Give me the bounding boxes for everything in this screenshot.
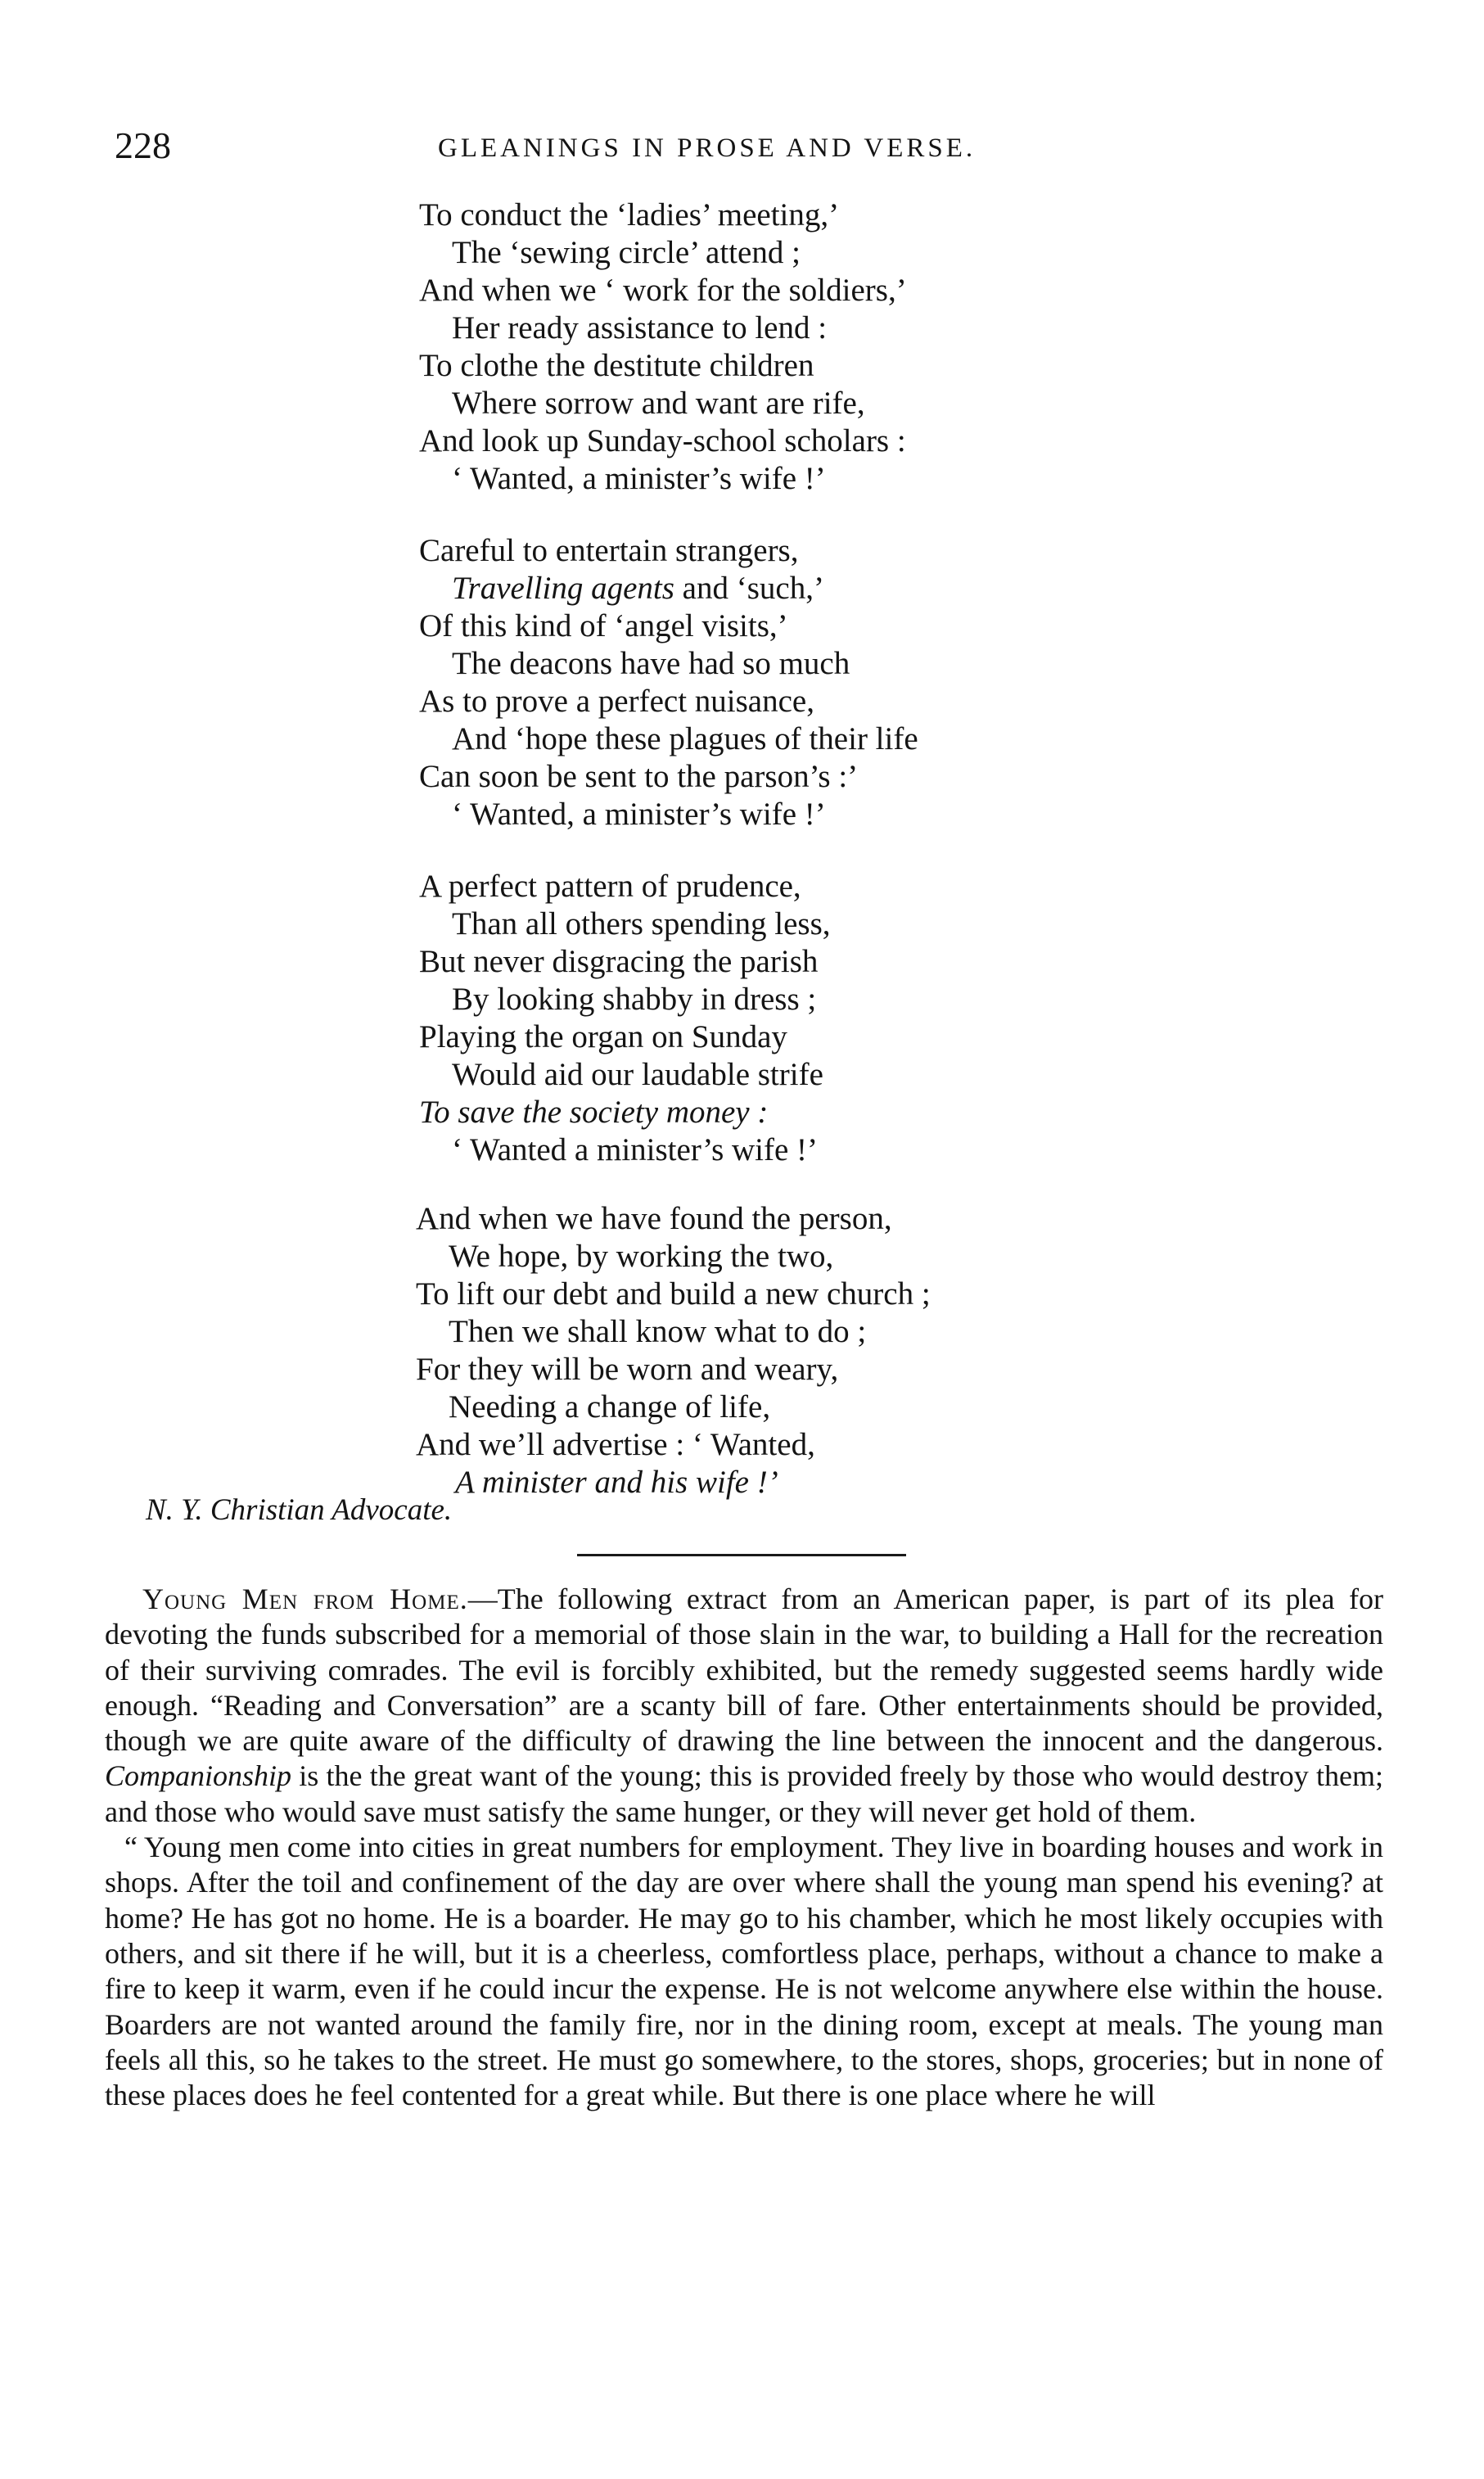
page-number: 228	[115, 124, 171, 166]
verse-line: A perfect pattern of prudence,	[419, 869, 801, 904]
verse-line: For they will be worn and weary,	[416, 1352, 839, 1387]
verse-line: ‘ Wanted, a minister’s wife !’	[452, 461, 826, 496]
running-title: GLEANINGS IN PROSE AND VERSE.	[438, 133, 977, 163]
running-header	[115, 123, 1375, 172]
poem-attribution: N. Y. Christian Advocate.	[146, 1493, 453, 1527]
verse-line: Her ready assistance to lend :	[452, 310, 828, 345]
article-text: is the the great want of the young; this is provided freely by those who would destroy them; and those who would save must satisfy the same hunger, or they will never get hold of them.	[105, 1759, 1383, 1828]
verse-line: ‘ Wanted a minister’s wife !’	[452, 1132, 819, 1167]
verse-line: Needing a change of life,	[449, 1389, 771, 1425]
article-paragraph	[105, 1582, 1383, 1830]
article-text: —The following extract from an American paper, is part of its plea for devoting the funds subscribed for a memorial of those slain in the war, to building a Hall for the recreation of their surviving comrades. The evil is forcibly exhibited, but the remedy suggested seems hardly wide enough. “Reading and Conversation” are a scanty bill of fare. Other entertainments should be provided, though we are quite aware of the difficulty of drawing the line between the innocent and the dangerous.	[105, 1583, 1383, 1758]
article-emphasis: Companionship	[105, 1759, 292, 1793]
verse-line: Would aid our laudable strife	[452, 1057, 823, 1092]
verse-line: And look up Sunday-school scholars :	[419, 423, 906, 458]
verse-line: As to prove a perfect nuisance,	[419, 684, 814, 719]
verse-line: To conduct the ‘ladies’ meeting,’	[419, 197, 840, 233]
article-heading: Young Men from Home.	[142, 1583, 468, 1615]
verse-line	[452, 570, 824, 607]
verse-line: Playing the organ on Sunday	[419, 1019, 787, 1054]
verse-line: And ‘hope these plagues of their life	[452, 721, 918, 756]
verse-line: And when we have found the person,	[416, 1201, 892, 1236]
verse-line: And we’ll advertise : ‘ Wanted,	[416, 1427, 815, 1462]
article	[105, 1582, 1383, 2113]
verse-line: We hope, by working the two,	[449, 1239, 834, 1274]
verse-line: To clothe the destitute children	[419, 348, 814, 383]
verse-line: ‘ Wanted, a minister’s wife !’	[452, 797, 826, 832]
verse-line: But never disgracing the parish	[419, 944, 819, 979]
article-paragraph: “ Young men come into cities in great numbers for employment. They live in boarding houses and work in shops. After the toil and confinement of the day are over where shall the young man spend his evening? at home? He has got no home. He is a boarder. He may go to his chamber, which he most likely occupies with others, and sit there if he will, but it is a cheerless, comfortless place, perhaps, without a chance to make a fire to keep it warm, even if he could incur the expense. He is not welcome anywhere else within the house. Boarders are not wanted around the family fire, nor in the dining room, except at meals. The young man feels all this, so he takes to the street. He must go somewhere, to the stores, shops, groceries; but in none of these places does he feel contented for a great while. But there is one place where he will	[105, 1831, 1383, 2112]
verse-line: And when we ‘ work for the soldiers,’	[419, 273, 907, 308]
verse-line: To save the society money :	[419, 1095, 769, 1130]
verse-line: Then we shall know what to do ;	[449, 1314, 867, 1349]
verse-line: The ‘sewing circle’ attend ;	[452, 235, 801, 270]
verse-line: A minister and his wife !’	[455, 1465, 778, 1500]
verse-line: By looking shabby in dress ;	[452, 982, 817, 1017]
verse-line: Of this kind of ‘angel visits,’	[419, 608, 788, 643]
verse-line: Where sorrow and want are rife,	[452, 386, 865, 421]
verse-italic-part: Travelling agents	[452, 571, 674, 606]
verse-line: Careful to entertain strangers,	[419, 533, 799, 568]
verse-line: The deacons have had so much	[452, 646, 850, 681]
verse-line: Can soon be sent to the parson’s :’	[419, 759, 859, 794]
section-divider	[577, 1554, 906, 1556]
verse-rest-part: and ‘such,’	[674, 571, 824, 606]
verse-line: To lift our debt and build a new church ;	[416, 1276, 931, 1312]
verse-line: Than all others spending less,	[452, 906, 831, 941]
